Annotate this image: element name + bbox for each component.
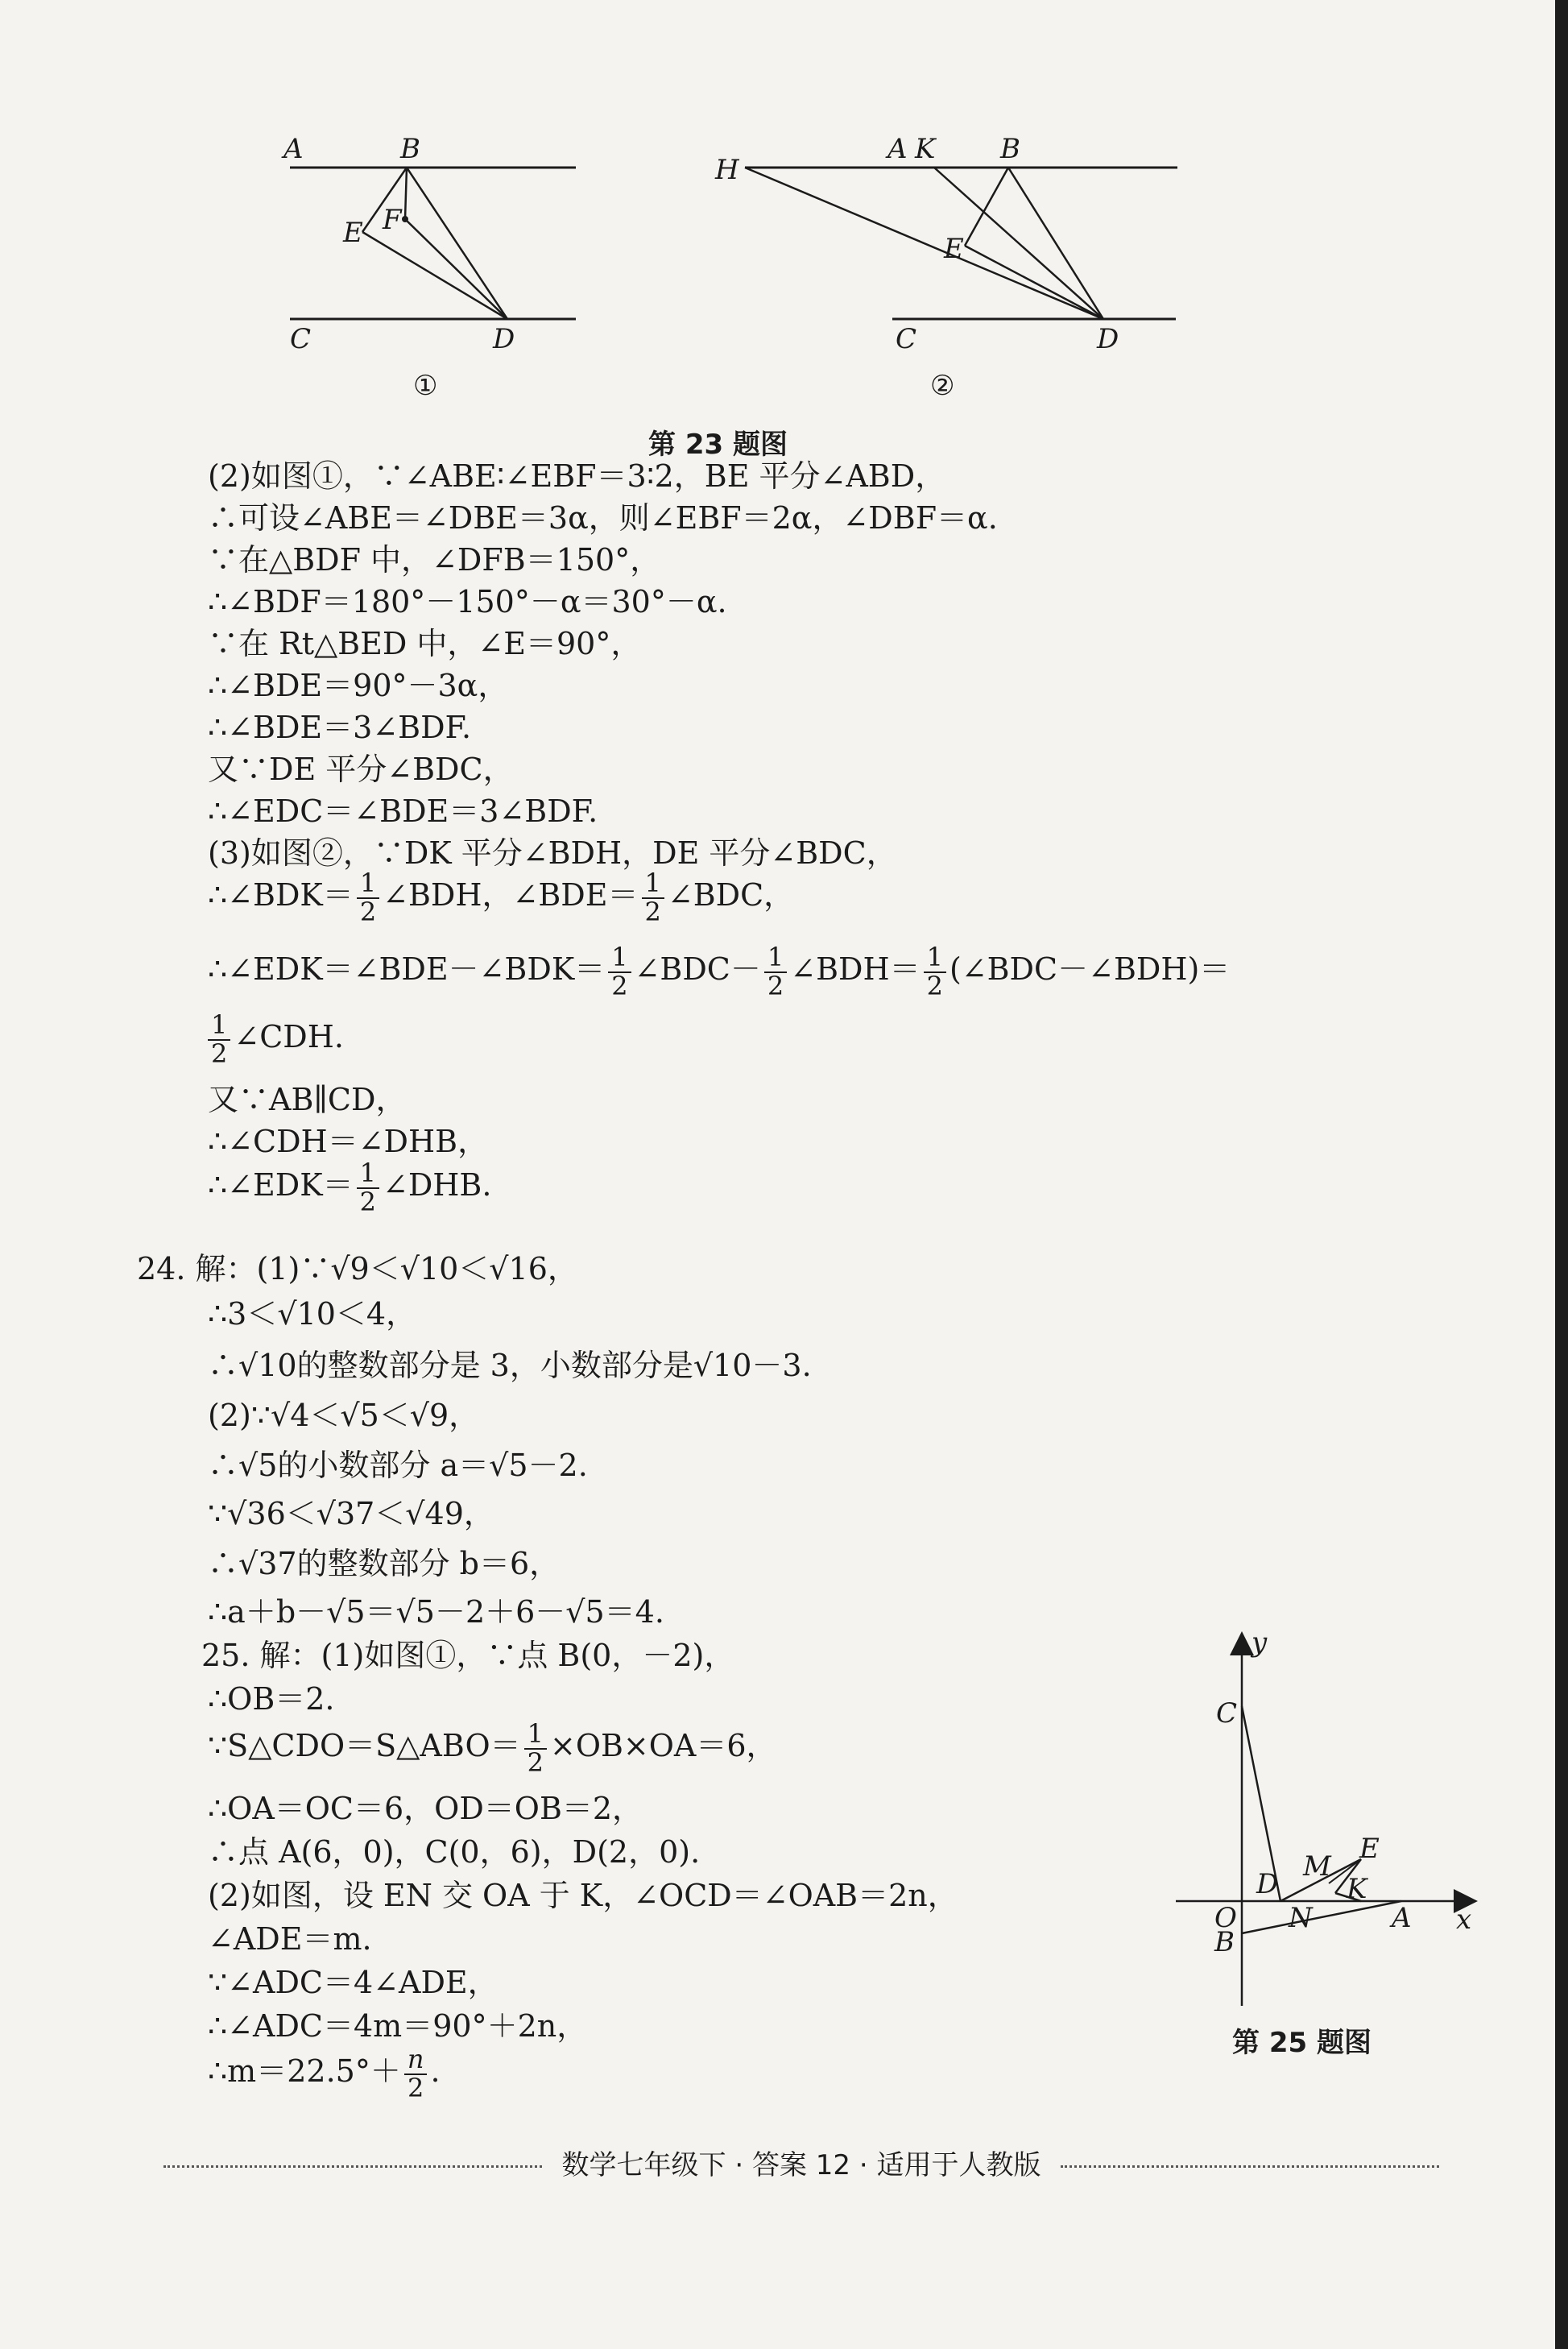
label-C: C [1216,1697,1238,1730]
text-line: $\frac{1}{2}$ ∠CDH. [208,1012,344,1067]
text-line: (2)∵√4＜√5＜√9， [208,1398,480,1433]
text-line: ∴∠CDH＝∠DHB， [208,1124,489,1159]
figure-23-2 [709,129,1192,403]
text-line: ∵√36＜√37＜√49， [208,1496,494,1531]
text-line: ∴m＝22.5°＋ $\frac{n}{2}$ . [208,2044,441,2103]
page-footer [121,2143,1482,2182]
label-C: C [896,323,917,355]
fraction-half: $\frac{1}{2}$ [608,944,631,1000]
text-line: ∴3＜√10＜4， [208,1296,417,1332]
label-E: E [343,217,363,249]
label-D: D [493,323,515,355]
figure-25-caption: 第 25 题图 [1232,2027,1371,2059]
text-line: (3)如图②，∵DK 平分∠BDH，DE 平分∠BDC， [208,835,897,871]
text-line: ∴∠BDF＝180°－150°－α＝30°－α. [208,584,727,619]
label-E: E [944,233,964,265]
footer-divider-left [163,2165,542,2168]
label-D: D [1256,1868,1279,1900]
label-H: H [715,154,739,186]
text-line: ∴√37的整数部分 b＝6， [208,1546,561,1581]
text-line: ∴∠BDE＝3∠BDF. [208,710,472,745]
text-line: ∵S△CDO＝S△ABO＝ $\frac{1}{2}$ ×OB×OA＝6， [208,1718,777,1778]
label-B: B [1214,1926,1235,1958]
label-A: A [1392,1902,1412,1934]
figure-tag-1: ① [413,370,438,402]
fraction-half: $\frac{1}{2}$ [642,870,664,926]
text-line: (2)如图①，∵∠ABE∶∠EBF＝3∶2，BE 平分∠ABD， [208,458,946,494]
fraction-half: $\frac{1}{2}$ [524,1721,547,1776]
text-line: 又∵DE 平分∠BDC， [208,752,514,787]
text-line: (2)如图，设 EN 交 OA 于 K，∠OCD＝∠OAB＝2n， [208,1878,958,1913]
fraction-half: $\frac{1}{2}$ [764,944,787,1000]
text-line: ∴OA＝OC＝6，OD＝OB＝2， [208,1791,643,1826]
figure-25 [1168,1627,1490,2014]
text-line: ∴∠EDK＝ $\frac{1}{2}$ ∠DHB. [208,1158,492,1217]
figure-tag-2: ② [930,370,955,402]
text-line: ∵在△BDF 中，∠DFB＝150°， [208,542,661,578]
text-line: ∵∠ADC＝4∠ADE， [208,1965,499,2000]
label-C: C [290,323,312,355]
page-edge-shadow [1555,0,1568,2349]
text-line: ∠ADE＝m. [208,1921,372,1957]
figure-23-caption: 第 23 题图 [648,429,788,461]
text-line: 25. 解：(1)如图①，∵点 B(0，－2)， [201,1638,735,1673]
axis-x-label: x [1456,1904,1472,1936]
label-B: B [400,133,420,165]
label-N: N [1289,1902,1313,1934]
text-line: ∴点 A(6，0)，C(0，6)，D(2，0). [208,1834,701,1870]
figure-23-1 [274,129,596,403]
label-B: B [1000,133,1020,165]
label-O: O [1214,1902,1237,1934]
text-line: ∴∠EDK＝∠BDE－∠BDK＝ $\frac{1}{2}$ ∠BDC－ $\frac{1}{2}$ ∠BDH＝ $\frac{1}{2}$ (∠BDC－∠BDH)＝ [208,942,1231,1001]
fraction-n-over-2: $\frac{n}{2}$ [404,2046,428,2102]
text-line: 又∵AB∥CD， [208,1082,407,1117]
fraction-half: $\frac{1}{2}$ [357,870,379,926]
label-F: F [383,204,402,236]
axis-y-label: y [1252,1627,1268,1659]
text-line: ∴OB＝2. [208,1681,335,1717]
text-line: ∴∠BDE＝90°－3α， [208,668,509,703]
text-line: ∴∠EDC＝∠BDE＝3∠BDF. [208,793,598,829]
label-D: D [1097,323,1119,355]
text-line: ∴a＋b－√5＝√5－2＋6－√5＝4. [208,1594,664,1630]
text-line: ∴√10的整数部分是 3，小数部分是√10－3. [208,1348,812,1383]
fraction-half: $\frac{1}{2}$ [357,1160,379,1216]
text-line: ∴∠BDK＝ $\frac{1}{2}$ ∠BDH，∠BDE＝ $\frac{1}{2}$ ∠BDC， [208,868,795,927]
fraction-half: $\frac{1}{2}$ [924,944,946,1000]
text-line: ∵在 Rt△BED 中，∠E＝90°， [208,626,642,661]
label-K: K [915,133,936,165]
label-E: E [1359,1833,1380,1865]
text-line: 24. 解：(1)∵√9＜√10＜√16， [137,1251,578,1286]
label-M: M [1303,1850,1331,1883]
footer-text: 数学七年级下 · 答案 12 · 适用于人教版 [561,2149,1041,2181]
label-A: A [887,133,908,165]
fraction-half: $\frac{1}{2}$ [208,1012,230,1067]
text-line: ∴可设∠ABE＝∠DBE＝3α，则∠EBF＝2α，∠DBF＝α. [208,500,998,536]
text-line: ∴∠ADC＝4m＝90°＋2n， [208,2008,588,2044]
label-K: K [1347,1873,1367,1905]
text-line: ∴√5的小数部分 a＝√5－2. [208,1448,588,1483]
label-A: A [283,133,304,165]
footer-divider-right [1061,2165,1439,2168]
